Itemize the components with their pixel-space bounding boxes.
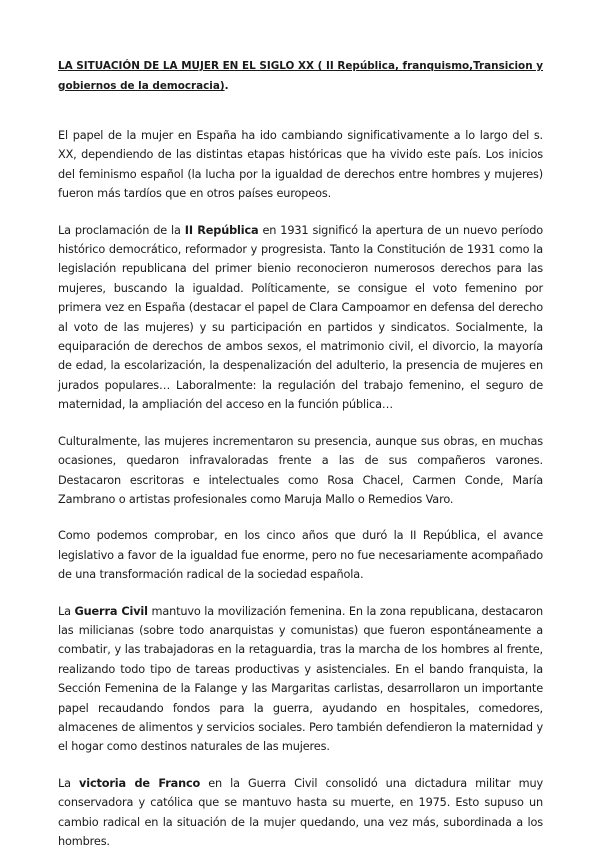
paragraph-text: mantuvo la movilización femenina. En la zona republicana, destacaron las milicianas (sobre todo anarquistas y comunistas) que fueron espontáneamente a combatir, y las trabajadoras en la retaguardia, tras la marcha de los hombres al frente, realizando todo tipo de tareas productivas y asistenciales. En el bando franquista, la Sección Femenina de la Falange y las Margaritas carlistas, desarrollaron un importante papel recaudando fondos para la guerra, ayudando en hospitales, comedores, almacenes de alimentos y servicios sociales. Pero también defendieron la maternidad y el hogar como destinos naturales de las mujeres. [58,604,544,754]
paragraph-balance-republica: Como podemos comprobar, en los cinco años que duró la II República, el avance legislativo a favor de la igualdad fue enorme, pero no fue necesariamente acompañado de una transformación radical de la sociedad española. [58,529,543,582]
paragraph-segunda-republica [58,221,543,415]
document-title [58,56,543,96]
paragraph-text: en la Guerra Civil consolidó una dictadura militar muy conservadora y católica que se mantuvo hasta su muerte, en 1975. Esto supuso un cambio radical en la situación de la mujer quedando, una vez más, subordinada a los hombres. [58,776,544,848]
document-title-tail: . [224,80,229,92]
paragraph-franquismo [58,774,543,851]
paragraph-text: La [58,776,80,790]
paragraph-guerra-civil [58,602,543,757]
paragraph-intro: El papel de la mujer en España ha ido cambiando significativamente a lo largo del s. XX, dependiendo de las distintas etapas históricas que ha vivido este país. Los inicios del feminismo español (la lucha por la igualdad de derechos entre hombres y mujeres) fueron más tardíos que en otros países europeos. [58,129,543,201]
paragraph-text: La [58,604,75,618]
document-title-text: LA SITUACIÓN DE LA MUJER EN EL SIGLO XX ( II República, franquismo,Transicion y gobiernos de la democracia) [58,60,543,92]
paragraph-cultura: Culturalmente, las mujeres incrementaron su presencia, aunque sus obras, en muchas ocasiones, quedaron infravaloradas frente a las de sus compañeros varones. Destacaron escritoras e intelectuales como Rosa Chacel, Carmen Conde, María Zambrano o artistas profesionales como Maruja Mallo o Remedios Varo. [58,434,543,506]
highlight-guerra-civil: Guerra Civil [74,604,148,618]
paragraph-text: La proclamación de la [58,223,185,237]
highlight-ii-republica: II República [184,223,259,237]
paragraph-text: en 1931 significó la apertura de un nuevo período histórico democrático, reformador y progresista. Tanto la Constitución de 1931 como la legislación republicana del primer bienio reconocieron numerosos derechos para las mujeres, buscando la igualdad. Políticamente, se consigue el voto femenino por primera vez en España (destacar el papel de Clara Campoamor en defensa del derecho al voto de las mujeres) y su participación en partidos y sindicatos. Socialmente, la equiparación de derechos de ambos sexos, el matrimonio civil, el divorcio, la mayoría de edad, la escolarización, la despenalización del adulterio, la presencia de mujeres en jurados populares… Laboralmente: la regulación del trabajo femenino, el seguro de maternidad, la ampliación del acceso en la función pública… [58,223,544,412]
highlight-victoria-franco: victoria de Franco [79,776,201,790]
